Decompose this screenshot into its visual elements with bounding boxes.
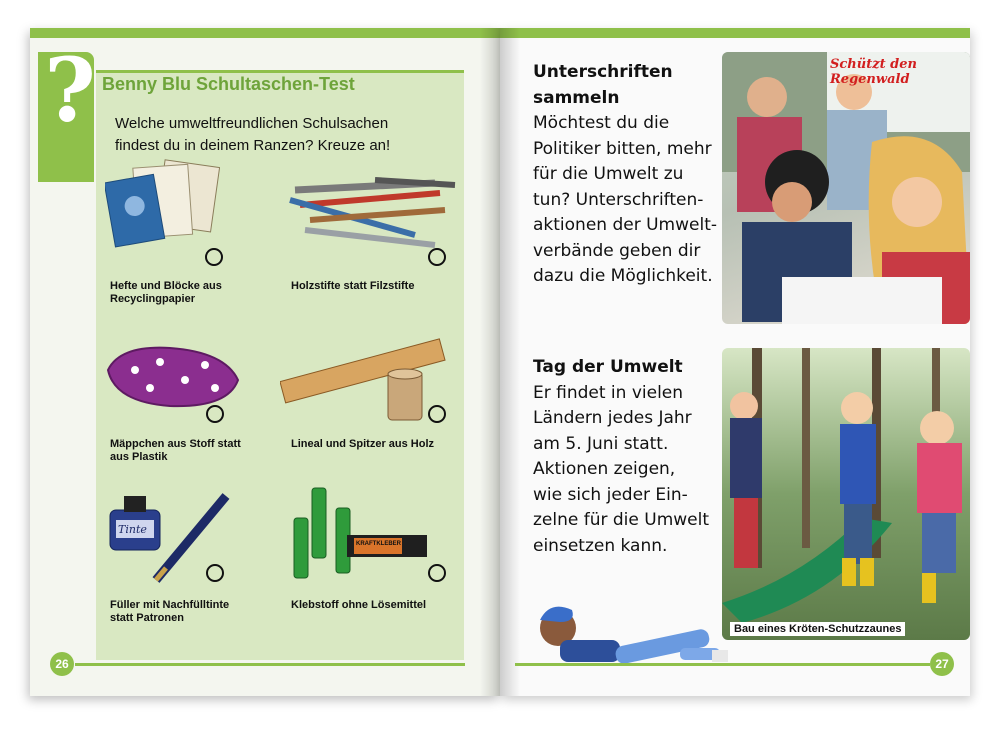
caption-recycling-paper	[110, 280, 222, 306]
caption-line: aus Plastik	[110, 451, 168, 463]
caption-line: Hefte und Blöcke aus	[110, 280, 222, 292]
text-line: wie sich jeder Ein-	[533, 484, 688, 505]
left-top-bar	[30, 28, 500, 38]
caption-line: Füller mit Nachfülltinte	[110, 599, 230, 611]
checkbox-recycling-paper[interactable]	[205, 248, 223, 266]
glue-stick-icon	[292, 483, 432, 583]
checkbox-refill-ink[interactable]	[206, 564, 224, 582]
right-bottom-bar	[515, 663, 930, 666]
text-line: Möchtest du die	[533, 113, 670, 133]
caption-line: Mäppchen aus Stoff statt	[110, 438, 241, 450]
photo-signature-collection	[722, 52, 970, 324]
caption-fabric-case	[110, 438, 241, 464]
people-illustration	[722, 52, 970, 324]
section-heading: Tag der Umwelt	[533, 357, 683, 377]
photo-toad-fence	[722, 348, 970, 640]
caption-wooden-ruler	[291, 438, 434, 451]
children-forest-illustration	[722, 348, 970, 640]
photo-caption: Bau eines Kröten-Schutzzaunes	[730, 622, 905, 636]
checkbox-solvent-free-glue[interactable]	[428, 564, 446, 582]
text-line: Aktionen zeigen,	[533, 459, 676, 479]
caption-line: Klebstoff ohne Lösemittel	[291, 599, 427, 611]
ruler-icon	[280, 330, 450, 425]
text-line: zelne für die Umwelt	[533, 510, 710, 530]
section-signatures	[533, 60, 723, 290]
caption-line: Holzstifte statt Filzstifte	[291, 280, 415, 292]
book-gutter	[480, 28, 520, 696]
test-title: Benny Blu Schultaschen-Test	[102, 74, 355, 94]
caption-solvent-free-glue	[291, 599, 426, 612]
text-line: Er findet in vielen	[533, 382, 684, 403]
text-line: aktionen der Umwelt-	[533, 215, 717, 235]
caption-line: statt Patronen	[110, 612, 184, 624]
test-intro: Welche umweltfreundlichen Schulsachen findest du in deinem Ranzen? Kreuze an!	[115, 115, 391, 154]
text-line: Politiker bitten, mehr	[533, 138, 712, 159]
caption-refill-ink	[110, 599, 229, 625]
text-line: einsetzen kann.	[533, 535, 668, 556]
text-line: verbände geben dir	[533, 240, 701, 261]
section-heading: sammeln	[533, 87, 620, 108]
glue-label: KRAFTKLEBER	[356, 541, 401, 547]
notebooks-icon	[105, 158, 220, 248]
left-bottom-bar	[75, 663, 465, 666]
pencils-icon	[285, 175, 460, 255]
page-number-right: 27	[930, 652, 954, 676]
caption-line: Recyclingpapier	[110, 293, 195, 305]
section-heading: Unterschriften	[533, 62, 673, 82]
text-line: am 5. Juni statt.	[533, 433, 669, 454]
checkbox-fabric-case[interactable]	[206, 405, 224, 423]
checkbox-wooden-ruler[interactable]	[428, 405, 446, 423]
caption-wooden-pencils	[291, 280, 414, 293]
text-line: Ländern jedes Jahr	[533, 408, 692, 428]
pencil-case-icon	[100, 340, 245, 415]
question-mark-icon: ?	[44, 38, 96, 142]
text-line: für die Umwelt zu	[533, 164, 684, 184]
right-top-bar	[500, 28, 970, 38]
caption-line: Lineal und Spitzer aus Holz	[291, 438, 435, 450]
page-number-left: 26	[50, 652, 74, 676]
photo-sign-text: Schützt den Regenwald	[830, 57, 917, 87]
ink-label: Tinte	[118, 523, 147, 536]
benny-blu-boy-icon	[530, 600, 730, 670]
checkbox-wooden-pencils[interactable]	[428, 248, 446, 266]
text-line: tun? Unterschriften-	[533, 189, 704, 210]
text-line: dazu die Möglichkeit.	[533, 266, 713, 286]
section-environment-day	[533, 355, 723, 559]
